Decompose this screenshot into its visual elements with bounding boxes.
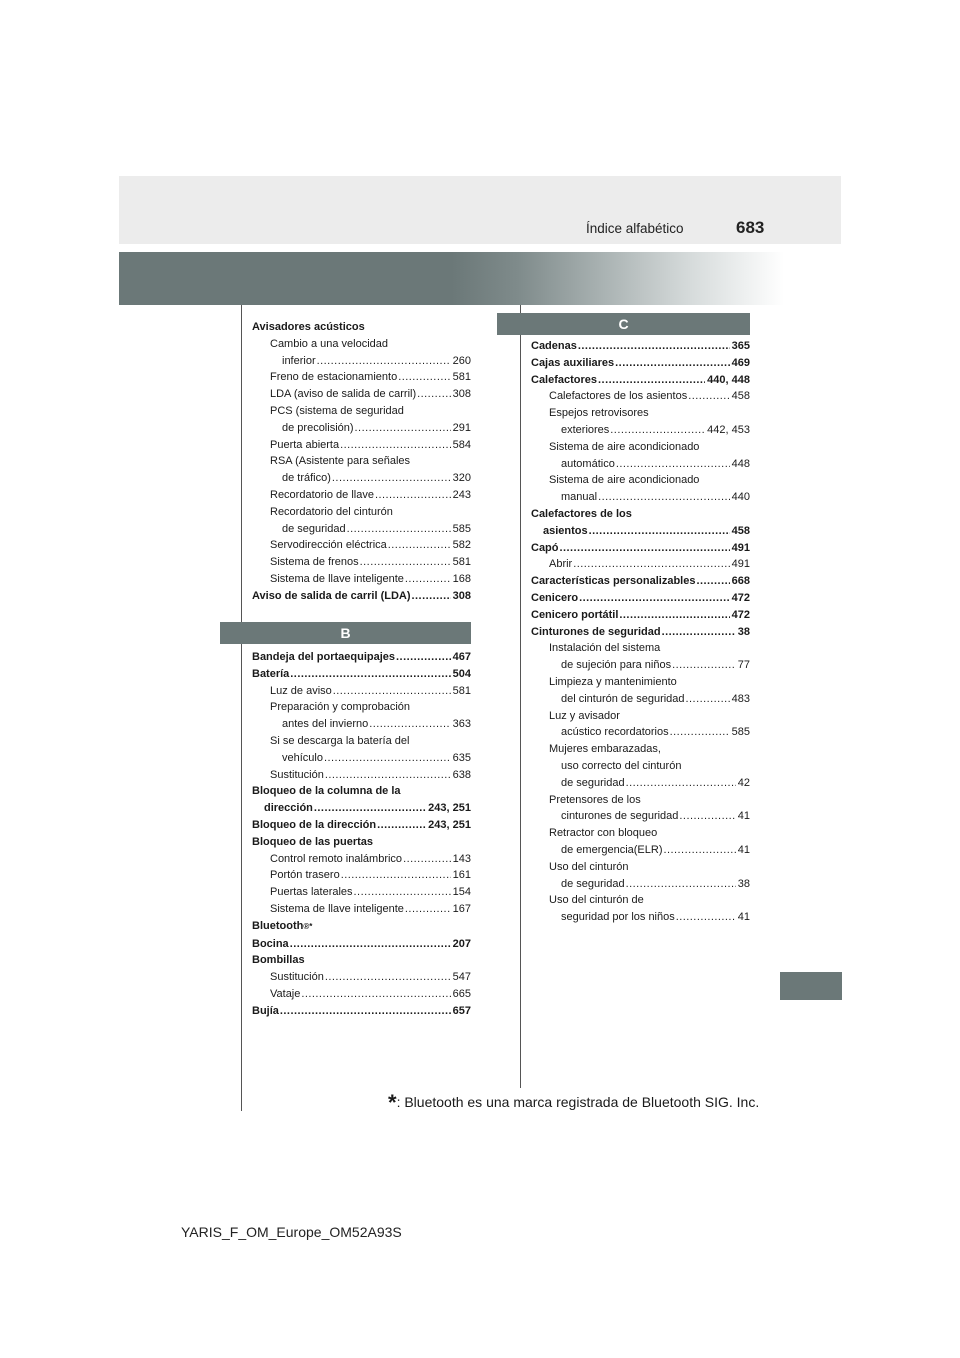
index-entry <box>252 733 471 750</box>
index-entry-page: 291 <box>452 421 471 434</box>
index-entry-leader <box>398 369 450 386</box>
footnote-text: : Bluetooth es una marca registrada de Bluetooth SIG. Inc. <box>396 1094 760 1110</box>
index-entry-page: 668 <box>731 575 750 588</box>
index-entry-label: Bloqueo de la dirección <box>252 818 377 831</box>
index-column-a <box>252 319 471 605</box>
index-entry-leader <box>686 691 730 708</box>
index-entry <box>252 716 471 733</box>
index-entry <box>252 699 471 716</box>
index-entry <box>252 834 471 851</box>
index-entry-label: Calefactores de los asientos <box>549 390 688 403</box>
index-entry-label: Recordatorio de llave <box>270 488 374 501</box>
index-entry-label: Cajas auxiliares <box>531 356 615 369</box>
index-entry-label: de seguridad <box>282 522 346 535</box>
index-entry-page: 585 <box>452 522 471 535</box>
index-entry-page: 308 <box>452 388 471 401</box>
index-entry-leader <box>325 969 451 986</box>
index-entry-label: Aviso de salida de carril (LDA) <box>252 589 411 602</box>
index-entry-label: Bloqueo de la columna de la <box>252 785 401 798</box>
index-entry-label: Bandeja del portaequipajes <box>252 651 396 663</box>
index-entry-leader <box>354 884 451 901</box>
index-entry-page: 308 <box>452 589 471 602</box>
header-bar <box>119 176 841 244</box>
index-entry-leader <box>324 750 451 767</box>
index-entry-page: 491 <box>731 541 750 554</box>
index-entry <box>252 554 471 571</box>
index-entry-leader <box>670 724 730 741</box>
index-entry <box>252 867 471 884</box>
index-entry <box>252 918 471 936</box>
index-entry-label: Uso del cinturón <box>549 860 629 873</box>
index-entry-label: Capó <box>531 541 559 554</box>
index-entry-label: RSA (Asistente para señales <box>270 455 411 468</box>
index-entry-page: 38 <box>737 625 750 638</box>
index-entry <box>252 800 471 817</box>
index-entry-leader <box>626 775 736 792</box>
index-entry-leader <box>347 521 451 538</box>
index-entry <box>531 624 750 641</box>
index-entry-page: 665 <box>452 987 471 1000</box>
index-entry <box>531 439 750 456</box>
index-entry-leader <box>333 683 451 700</box>
index-entry-leader <box>560 540 730 557</box>
index-entry-label: Características personalizables <box>531 575 696 588</box>
index-entry <box>252 683 471 700</box>
index-entry <box>252 649 471 666</box>
index-entry <box>531 741 750 758</box>
index-entry-label: Cinturones de seguridad <box>531 625 661 638</box>
index-entry <box>252 666 471 683</box>
index-entry-page: 638 <box>452 768 471 781</box>
index-entry <box>252 986 471 1003</box>
index-entry <box>252 386 471 403</box>
index-entry-leader <box>676 909 736 926</box>
index-entry <box>531 724 750 741</box>
index-entry-label: Sistema de frenos <box>270 556 359 569</box>
index-entry-label: Sistema de aire acondicionado <box>549 474 700 487</box>
index-entry <box>252 521 471 538</box>
index-entry-label: de seguridad <box>561 877 625 890</box>
index-entry-page: 483 <box>731 692 750 705</box>
index-entry-leader <box>664 842 736 859</box>
index-entry-leader <box>369 716 450 733</box>
index-entry-label: Cenicero portátil <box>531 608 619 621</box>
index-entry-label: inferior <box>282 354 316 367</box>
index-entry-leader <box>290 666 450 683</box>
index-entry-leader <box>412 588 451 605</box>
index-entry-leader <box>672 657 736 674</box>
index-entry <box>531 590 750 607</box>
index-entry <box>252 783 471 800</box>
index-entry <box>252 369 471 386</box>
index-entry <box>252 470 471 487</box>
index-entry-label: Sustitución <box>270 768 324 781</box>
index-entry-label: Bluetooth <box>252 919 304 932</box>
index-entry-page: 440, 448 <box>707 373 750 386</box>
index-entry <box>531 556 750 573</box>
index-entry <box>531 607 750 624</box>
index-entry-page: 243, 251 <box>428 818 471 831</box>
index-entry-page: 448 <box>731 457 750 470</box>
index-entry <box>252 403 471 420</box>
index-entry-label: Bloqueo de las puertas <box>252 835 374 848</box>
index-entry-leader <box>332 470 451 487</box>
index-entry <box>531 842 750 859</box>
index-entry-page: 442, 453 <box>707 423 750 436</box>
index-entry-leader <box>619 607 729 624</box>
index-entry <box>252 453 471 470</box>
index-entry-leader <box>375 487 451 504</box>
index-entry-label: Si se descarga la batería del <box>270 734 410 747</box>
index-entry <box>531 489 750 506</box>
index-entry-label: Calefactores <box>531 373 598 386</box>
index-entry <box>531 691 750 708</box>
index-entry <box>531 876 750 893</box>
index-entry <box>531 808 750 825</box>
index-entry <box>252 588 471 605</box>
index-entry-leader <box>290 936 451 953</box>
index-entry-label: PCS (sistema de seguridad <box>270 404 404 417</box>
column-divider-middle <box>520 305 521 1088</box>
index-entry-leader <box>573 556 729 573</box>
index-entry <box>531 657 750 674</box>
index-entry-label: de precolisión) <box>282 421 354 434</box>
index-entry <box>531 640 750 657</box>
index-entry <box>252 319 471 336</box>
index-entry-label: de emergencia(ELR) <box>561 843 663 856</box>
index-entry-label: acústico recordatorios <box>561 726 669 739</box>
index-entry-label: automático <box>561 457 615 470</box>
index-entry <box>531 540 750 557</box>
index-entry <box>252 767 471 784</box>
index-entry-leader <box>615 355 729 372</box>
index-entry-label: uso correcto del cinturón <box>561 759 682 772</box>
index-entry-label: Puerta abierta <box>270 438 340 451</box>
index-entry <box>531 388 750 405</box>
index-entry-label: Bujía <box>252 1004 279 1017</box>
index-entry-leader <box>355 420 451 437</box>
index-entry <box>252 571 471 588</box>
index-entry <box>531 472 750 489</box>
index-entry-page: 207 <box>452 937 471 950</box>
index-entry-leader <box>341 867 451 884</box>
index-entry-label: Freno de estacionamiento <box>270 371 398 384</box>
index-entry <box>252 901 471 918</box>
index-entry-leader <box>317 353 451 370</box>
index-entry-label: Control remoto inalámbrico <box>270 852 403 865</box>
index-entry <box>531 523 750 540</box>
index-entry <box>531 892 750 909</box>
index-entry-leader <box>403 851 451 868</box>
index-entry-leader <box>579 590 730 607</box>
index-entry-leader <box>405 901 451 918</box>
index-entry-label: seguridad por los niños <box>561 911 675 924</box>
letter-heading-c: C <box>497 313 750 335</box>
index-entry <box>531 775 750 792</box>
index-entry-leader <box>340 437 451 454</box>
index-entry <box>252 851 471 868</box>
index-entry-page: 38 <box>737 877 750 890</box>
index-entry-page: 657 <box>452 1004 471 1017</box>
index-entry-leader <box>662 624 736 641</box>
index-entry <box>531 674 750 691</box>
index-entry-leader <box>598 489 730 506</box>
index-entry-label: Mujeres embarazadas, <box>549 743 661 756</box>
index-entry <box>531 825 750 842</box>
footnote <box>388 1090 759 1116</box>
index-entry-leader <box>301 986 450 1003</box>
index-entry-label: manual <box>561 491 598 504</box>
index-entry-label: Pretensores de los <box>549 793 641 806</box>
index-entry-leader <box>377 817 426 834</box>
index-entry-label: Luz de aviso <box>270 684 332 697</box>
index-entry-leader <box>396 649 451 666</box>
index-entry-page: 167 <box>452 902 471 915</box>
index-entry-label: de tráfico) <box>282 472 331 485</box>
header-band <box>119 252 784 305</box>
index-entry <box>531 422 750 439</box>
index-entry <box>531 909 750 926</box>
index-entry-label: Calefactores de los <box>531 507 632 520</box>
index-entry <box>252 936 471 953</box>
index-entry-leader <box>417 386 451 403</box>
index-entry <box>252 537 471 554</box>
index-entry <box>531 372 750 389</box>
index-entry <box>531 573 750 590</box>
index-entry-leader <box>360 554 451 571</box>
index-entry-leader <box>325 767 451 784</box>
index-entry-page: 41 <box>737 911 750 924</box>
index-entry-page: 467 <box>452 651 471 663</box>
index-entry-page: 42 <box>737 776 750 789</box>
index-entry-label: Recordatorio del cinturón <box>270 505 393 518</box>
index-entry-page: 584 <box>452 438 471 451</box>
column-divider-left <box>241 305 242 1111</box>
index-entry-label: Luz y avisador <box>549 709 620 722</box>
index-entry-label: Retractor con bloqueo <box>549 827 658 840</box>
index-entry-leader <box>598 372 705 389</box>
index-entry-page: 440 <box>731 491 750 504</box>
index-entry-page: 472 <box>731 591 750 604</box>
index-entry-page: 243, 251 <box>428 802 471 815</box>
index-entry <box>531 859 750 876</box>
index-entry-label: Bocina <box>252 937 289 950</box>
index-entry-label: Limpieza y mantenimiento <box>549 675 677 688</box>
index-entry-page: 77 <box>737 659 750 672</box>
index-entry-page: 585 <box>731 726 750 739</box>
index-entry-label: Espejos retrovisores <box>549 407 649 420</box>
index-entry-page: 168 <box>452 572 471 585</box>
index-entry-label: de sujeción para niños <box>561 659 672 672</box>
chapter-tab <box>780 972 842 1000</box>
index-entry-page: 458 <box>731 390 750 403</box>
index-column-b <box>252 649 471 1020</box>
index-entry-label: Sistema de aire acondicionado <box>549 440 700 453</box>
index-entry-label: Sustitución <box>270 971 324 984</box>
index-entry-leader <box>589 523 730 540</box>
index-entry <box>252 952 471 969</box>
index-entry-page: 469 <box>731 356 750 369</box>
index-entry-label: LDA (aviso de salida de carril) <box>270 388 417 401</box>
index-entry-leader <box>679 808 735 825</box>
index-entry <box>531 405 750 422</box>
index-entry-page: 243 <box>452 488 471 501</box>
index-entry-label: del cinturón de seguridad <box>561 692 685 705</box>
index-entry-label: Instalación del sistema <box>549 642 661 655</box>
index-entry-label: exteriores <box>561 423 610 436</box>
index-entry-leader <box>616 456 730 473</box>
index-entry-leader <box>626 876 736 893</box>
index-entry-page: 143 <box>452 852 471 865</box>
index-entry-leader <box>688 388 729 405</box>
index-entry-page: 504 <box>452 667 471 680</box>
index-entry-page: 154 <box>452 886 471 899</box>
index-entry-label: de seguridad <box>561 776 625 789</box>
index-entry <box>252 969 471 986</box>
index-entry <box>252 1003 471 1020</box>
index-entry-page: 581 <box>452 684 471 697</box>
index-entry-label: Puertas laterales <box>270 886 353 899</box>
index-entry-leader <box>578 338 730 355</box>
index-entry-label: Sistema de llave inteligente <box>270 902 404 915</box>
index-entry <box>531 456 750 473</box>
index-column-c <box>531 338 750 926</box>
index-entry <box>531 758 750 775</box>
index-entry <box>252 504 471 521</box>
index-entry-leader <box>388 537 451 554</box>
index-entry-page: 491 <box>731 558 750 571</box>
index-entry-page: 581 <box>452 371 471 384</box>
index-entry <box>252 336 471 353</box>
index-entry-page: 365 <box>731 340 750 352</box>
index-entry-label: Abrir <box>549 558 573 571</box>
index-entry-label: Batería <box>252 667 290 680</box>
index-entry-label: Cadenas <box>531 340 577 352</box>
footnote-marker: * <box>388 1090 397 1115</box>
index-entry-leader <box>280 1003 451 1020</box>
index-entry-page: 472 <box>731 608 750 621</box>
index-entry <box>252 817 471 834</box>
index-entry <box>531 338 750 355</box>
index-entry-label: Sistema de llave inteligente <box>270 572 404 585</box>
index-entry <box>531 355 750 372</box>
index-entry <box>252 487 471 504</box>
index-entry-label: Servodirección eléctrica <box>270 539 387 552</box>
index-entry-page: 547 <box>452 971 471 984</box>
index-entry-page: 635 <box>452 751 471 764</box>
section-title: Índice alfabético <box>586 221 684 236</box>
index-entry-label: asientos <box>543 524 588 537</box>
index-entry-page: 320 <box>452 472 471 485</box>
index-entry-page: 161 <box>452 869 471 882</box>
index-entry <box>252 884 471 901</box>
index-entry-page: 260 <box>452 354 471 367</box>
index-entry <box>531 708 750 725</box>
index-entry-page: 363 <box>452 718 471 731</box>
index-entry-label: Avisadores acústicos <box>252 321 365 333</box>
index-entry <box>531 506 750 523</box>
index-entry-page: 41 <box>737 843 750 856</box>
index-entry-label: Cambio a una velocidad <box>270 337 389 350</box>
document-code: YARIS_F_OM_Europe_OM52A93S <box>181 1224 402 1240</box>
index-entry <box>252 420 471 437</box>
index-entry-page: 581 <box>452 556 471 569</box>
index-entry-label: Portón trasero <box>270 869 340 882</box>
index-entry-label: cinturones de seguridad <box>561 810 679 823</box>
index-entry-label: dirección <box>264 802 313 815</box>
index-entry-label: antes del invierno <box>282 718 369 731</box>
index-entry <box>252 437 471 454</box>
index-entry-label: Bombillas <box>252 954 305 967</box>
index-entry-page: 458 <box>731 524 750 537</box>
page-number: 683 <box>736 218 765 237</box>
letter-heading-b: B <box>220 622 471 644</box>
index-entry-superscript: ®* <box>303 921 313 931</box>
index-entry-label: vehículo <box>282 751 323 764</box>
index-entry <box>531 792 750 809</box>
index-entry-leader <box>696 573 729 590</box>
index-entry <box>252 750 471 767</box>
index-entry-label: Preparación y comprobación <box>270 701 411 714</box>
index-entry <box>252 353 471 370</box>
index-entry-label: Vataje <box>270 987 301 1000</box>
index-entry-page: 41 <box>737 810 750 823</box>
index-entry-leader <box>610 422 705 439</box>
index-entry-label: Uso del cinturón de <box>549 894 644 907</box>
index-entry-label: Cenicero <box>531 591 579 604</box>
index-entry-leader <box>405 571 451 588</box>
index-entry-page: 582 <box>452 539 471 552</box>
index-entry-leader <box>314 800 426 817</box>
